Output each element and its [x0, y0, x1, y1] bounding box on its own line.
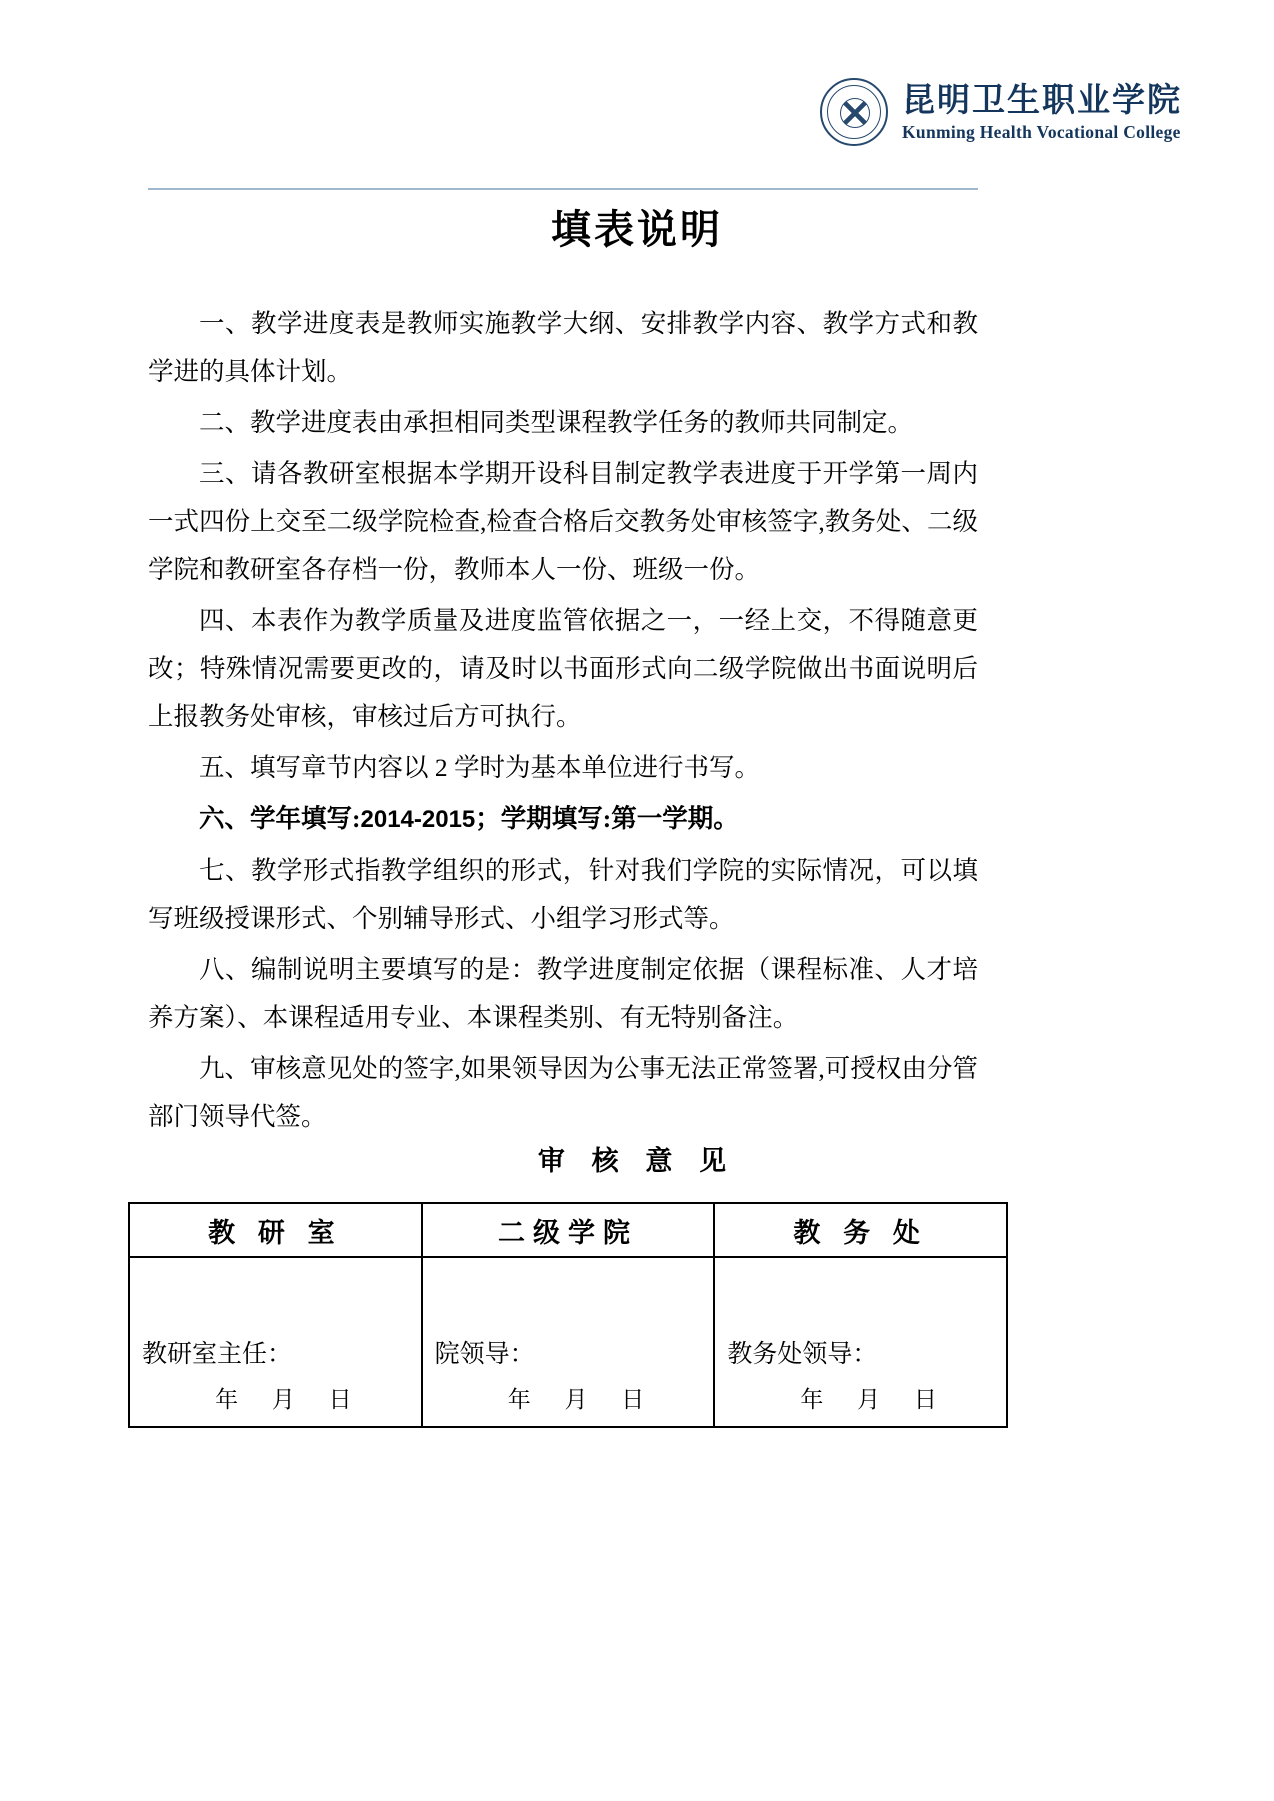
instruction-paragraph-3: 三、请各教研室根据本学期开设科目制定教学表进度于开学第一周内一式四份上交至二级学院检查,检查合格后交教务处审核签字,教务处、二级学院和教研室各存档一份，教师本人一份、班级一份。 — [148, 459, 978, 584]
item-six-term-value: 第一学期。 — [611, 804, 739, 833]
item-six-year-value: 2014-2015 — [360, 806, 476, 833]
instruction-paragraph-6 — [148, 795, 978, 844]
date-line-academic-affairs: 年 月 日 — [800, 1387, 951, 1412]
brand-text — [902, 81, 1182, 142]
brand-name-en: Kunming Health Vocational College — [902, 122, 1181, 143]
review-section-title: 审 核 意 见 — [537, 1146, 737, 1176]
instruction-paragraph-7: 七、教学形式指教学组织的形式，针对我们学院的实际情况，可以填写班级授课形式、个别辅导形式、小组学习形式等。 — [148, 856, 978, 933]
signature-label-college: 院领导： — [434, 1341, 535, 1368]
table-row — [129, 1257, 1007, 1427]
signature-label-academic-affairs: 教务处领导： — [727, 1341, 878, 1368]
signature-cell-academic-affairs[interactable] — [714, 1257, 1007, 1427]
column-header-department: 教 研 室 — [129, 1203, 422, 1257]
header-brand — [820, 78, 1182, 146]
instruction-paragraph-9: 九、审核意见处的签字,如果领导因为公事无法正常签署,可授权由分管部门领导代签。 — [148, 1054, 978, 1131]
instruction-paragraph-8: 八、编制说明主要填写的是：教学进度制定依据（课程标准、人才培养方案）、本课程适用专业、本课程类别、有无特别备注。 — [148, 955, 978, 1032]
instruction-paragraph-2: 二、教学进度表由承担相同类型课程教学任务的教师共同制定。 — [199, 408, 914, 437]
item-six-middle: ；学期填写: — [475, 804, 612, 833]
header-divider — [148, 188, 978, 190]
column-header-college: 二级学院 — [422, 1203, 715, 1257]
review-signature-table — [128, 1202, 1008, 1428]
signature-cell-college[interactable] — [422, 1257, 715, 1427]
column-header-academic-affairs: 教 务 处 — [714, 1203, 1007, 1257]
page-title: 填表说明 — [551, 206, 723, 253]
college-seal-icon — [820, 78, 888, 146]
instruction-paragraph-1: 一、教学进度表是教师实施教学大纲、安排教学内容、教学方式和教学进的具体计划。 — [148, 309, 978, 386]
item-six-prefix: 六、学年填写: — [199, 804, 361, 833]
instructions-body — [148, 300, 978, 1144]
date-line-department: 年 月 日 — [215, 1387, 366, 1412]
signature-label-department: 教研室主任： — [142, 1341, 293, 1368]
brand-name-cn: 昆明卫生职业学院 — [902, 80, 1182, 120]
instruction-paragraph-5: 五、填写章节内容以 2 学时为基本单位进行书写。 — [199, 753, 761, 782]
instruction-paragraph-4: 四、本表作为教学质量及进度监管依据之一，一经上交，不得随意更改；特殊情况需要更改的，请及时以书面形式向二级学院做出书面说明后上报教务处审核，审核过后方可执行。 — [148, 606, 978, 731]
signature-cell-department[interactable] — [129, 1257, 422, 1427]
date-line-college: 年 月 日 — [507, 1387, 659, 1412]
table-header-row — [129, 1203, 1007, 1257]
